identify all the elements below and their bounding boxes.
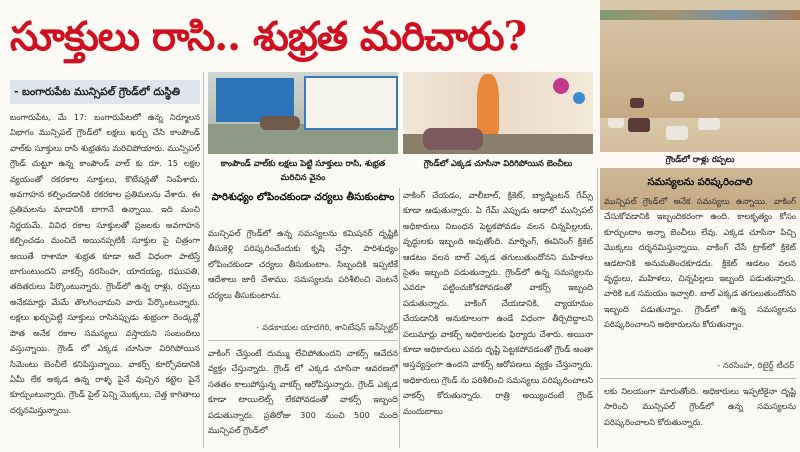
photo2-caption: గ్రౌండ్‌లో ఎక్కడ చూసినా విరిగిపోయిన బెంచీలు bbox=[423, 158, 573, 168]
resident-quote-text: మున్సిపల్ గ్రౌండ్‌లో అనేక సమస్యలు ఉన్నాయి. వాకింగ్ చేసుకోవడానికి ఇబ్బందికరంగా ఉంది. కాలకృత్యం కోసం కూర్చుందాం అన్నా బెంచీలు లేవు. ఎక్కడ చూసినా పిచ్చి మొక్కలు దర్శనమిస్తున్నాయి. వాకింగ్ చేసే ట్రాక్‌లో క్రికెట్ ఆడటానికి అనుమతించకూడదు. క్రికెట్ ఆడటం వలన వృద్ధులు, మహిళలు, చిన్నపిల్లలు ఇబ్బంది పడుతున్నారు. వారికి ఒక సమయం ఇవ్వాలి. బాల్ ఎక్కడ తగులుతుందోనని ఇబ్బంది పడుతున్నాం. గ్రౌండ్‌లో ఉన్న సమస్యలను పరిష్కరించాలని అధికారులను కోరుతున్నాం. bbox=[604, 196, 796, 330]
officer-quote-title: పారిశుధ్యం లోపించకుండా చర్యలు తీసుకుంటాం bbox=[211, 192, 395, 203]
article-paragraph: బంగారుపేట, మే 17: బంగారుపేటలో ఉన్న నిర్మూలన విభాగం మున్సిపల్ గ్రౌండ్‌లో లక్షలు ఖర్చు చేసి కాంపౌండ్ వాల్‌కు సూక్తులు రాసి శుభ్రతను మరిచిపోయారు. మున్సిపల్ గ్రౌండ్ చుట్టూ ఉన్న కాంపౌండ్ వాల్ కు రూ. 15 లక్షల వ్యయంతో రకరకాల సూక్తులు, కొటేషన్లతో నింపేశారు. అవగాహన కల్పించడానికి రకరకాల ప్రతిమలను వేశారు. ఈ ప్రతిమలను మాడానికి బాగానే ఉన్నాయి. ఇది మంచి నిర్ణయమే. వివిధ రకాల సూక్తులతో ప్రజలకు అవగాహన కల్పించడం మంచిదే అయినప్పటికీ సూక్తుల పై చిత్రంగా అయితే రాశామా శుభ్రత కూడా అదే విధంగా పాటిస్తే బాగుంటుందని వాకర్స్ నరసింహ, యాదయ్య, రఘుపతి, తదితరులు పేర్కొంటున్నారు. గ్రౌండ్‌లో ఉన్న రాళ్లు, రప్పలు అనేకమార్లు మేమే తొలగించామని వారు పేర్కొంటున్నారు. లక్షలు ఖర్చుపెట్టి సూక్తులు రాసినప్పుడు శుభ్రంగా రెండ్కవ్లో పొత అనేక రకాల సమస్యలు వస్తాయని సంబందిలు వస్తున్నాయి. గ్రౌండ్ లో ఎక్కడ చూసినా విరిగిపోయిన సిమెంటు బెంచీలే కనిపిస్తున్నాయి. వాకర్స్ కూర్చోవడానికి ఏమీ లేక అక్కడ ఉన్న రాళ్ళ పైనే వుచ్చిన కట్టెల పైనే కూర్చుంటున్నారు. గ్రౌండ్ పైల్ పెన్ని మొక్కలు, చెత్త కాగితాలు దర్శనమిస్తున్నాయి. bbox=[10, 112, 200, 415]
officer-quote-text: మున్సిపల్ గ్రౌండ్‌లో ఉన్న సమస్యలను కమిషనర్ దృష్టికి తీసుకెళ్లి పరిష్కరించేందుకు కృషి చేస్తా. పారిశుధ్యం లోపించకుండా చర్యలు తీసుకుంటాం. సిబ్బందికి ఇప్పటికే ఆదేశాలు జారీ చేశాము. సమస్యలను పరిశీలించి వెంటనే చర్యలు తీసుకుంటాను. bbox=[208, 228, 398, 300]
resident-quote-signature: - నరసింహ, రిటైర్డ్ టీచర్ bbox=[717, 360, 794, 370]
headline: సూక్తులు రాసి.. శుభ్రత మరిచారు? bbox=[10, 13, 527, 60]
subhead: - బంగారుపేట మున్సిపల్ గ్రౌండ్‌లో దుస్థితి bbox=[10, 80, 200, 104]
photo3-caption: గ్రౌండ్‌లో రాళ్లు రప్పలు bbox=[600, 152, 800, 168]
article-column-4-bottom: లకు నిలయంగా మారుతోంది. అధికారులు ఇప్పటికైనా దృష్టి సారించి మున్సిపల్ గ్రౌండ్‌లో ఉన్న సమస్యలను పరిష్కరించాలని కోరుతున్నారు. bbox=[604, 386, 796, 427]
box-divider bbox=[208, 340, 398, 341]
compound-wall-photo bbox=[208, 72, 398, 154]
article-column-1 bbox=[10, 110, 200, 448]
column-divider bbox=[399, 188, 400, 448]
article-column-2-bottom: వాకింగ్ చేస్తుంటే దుమ్ము లేచిపోతుందని వాకర్స్ ఆవేదన వ్యక్తం చేస్తున్నారు. గ్రౌండ్ లో ఎక్కడ చూసినా ఆవరణలో సతతం కాలుపోస్తున్న వాకర్స్ ఆరోపిస్తున్నారు. గ్రౌండ్ ఎక్కడ కూడా టాయిలెట్స్ లేకపోవడంతో వాకర్స్ ఇబ్బంది పడుతున్నారు. ప్రతిరోజు 300 నుంచి 500 మంది మున్సిపల్ గ్రౌండ్‌లో bbox=[208, 348, 398, 436]
officer-quote-signature: - వడకాయల యాదగిరి, శానిటేషన్ ఇన్‌స్పెక్టర్ bbox=[256, 322, 398, 332]
photo1-caption: కాంపౌండ్ వాల్‌కు లక్షలు పెట్టి సూక్తులు రాసి, శుభ్రత మరిచిన వైనం bbox=[220, 158, 386, 182]
graffiti-wall-photo bbox=[403, 72, 593, 154]
ground-rocks-photo bbox=[600, 0, 800, 118]
box-divider bbox=[600, 378, 796, 379]
column-divider bbox=[203, 72, 204, 448]
column-divider bbox=[597, 168, 598, 448]
article-column-3: వాకింగ్ చేయడం, వాలీబాల్, క్రికెట్, బ్యాడ్మింటన్ గేమ్స్ కూడా ఆడుతున్నారు. ఏ గేమ్ ఎప్పుడు ఆడాలో మున్సిపల్ అధికారులు నిబంధన పెట్టకపోవడం వలన చిన్నపిల్లలకు, వృద్ధులకు ఇబ్బంది అవుతోంది. మార్నింగ్, ఈవినింగ్ క్రికెట్ ఆడటం వలన బాల్ ఎక్కడ తగులుతుందోనని మహిళలు సైతం ఇబ్బంది పడుతున్నారు. గ్రౌండ్‌లో ఉన్న సమస్యలను ఎవరూ పట్టించుకోకపోవడంతో వాకర్స్ ఇబ్బంది పడుతున్నారు. వాకింగ్ చేయడానికి, వ్యాయామం చేయడానికి అనుకూలంగా ఉండే విధంగా తీర్చిదిద్దాలని పలుమార్లు వాకర్స్ అధికారులకు ఫిర్యాదు చేశారు. అయినా కూడా అధికారులు ఎవరు దృష్టి పెట్టకపోవడంతో గ్రౌండ్ అంతా అస్తవ్యస్తంగా ఉందని వాకర్స్ ఆరోపణలు వ్యక్తం చేస్తున్నారు. అధికారులు గ్రౌండ్ ను పరిశీలించి సమస్యలు పరిష్కరించాలని వాకర్స్ కోరుతున్నారు. రాత్రి అయ్యిందంటే గ్రౌండ్ మందుబాబు bbox=[403, 190, 593, 416]
resident-quote-title: సమస్యలను పరిష్కరించాలి bbox=[647, 177, 753, 188]
